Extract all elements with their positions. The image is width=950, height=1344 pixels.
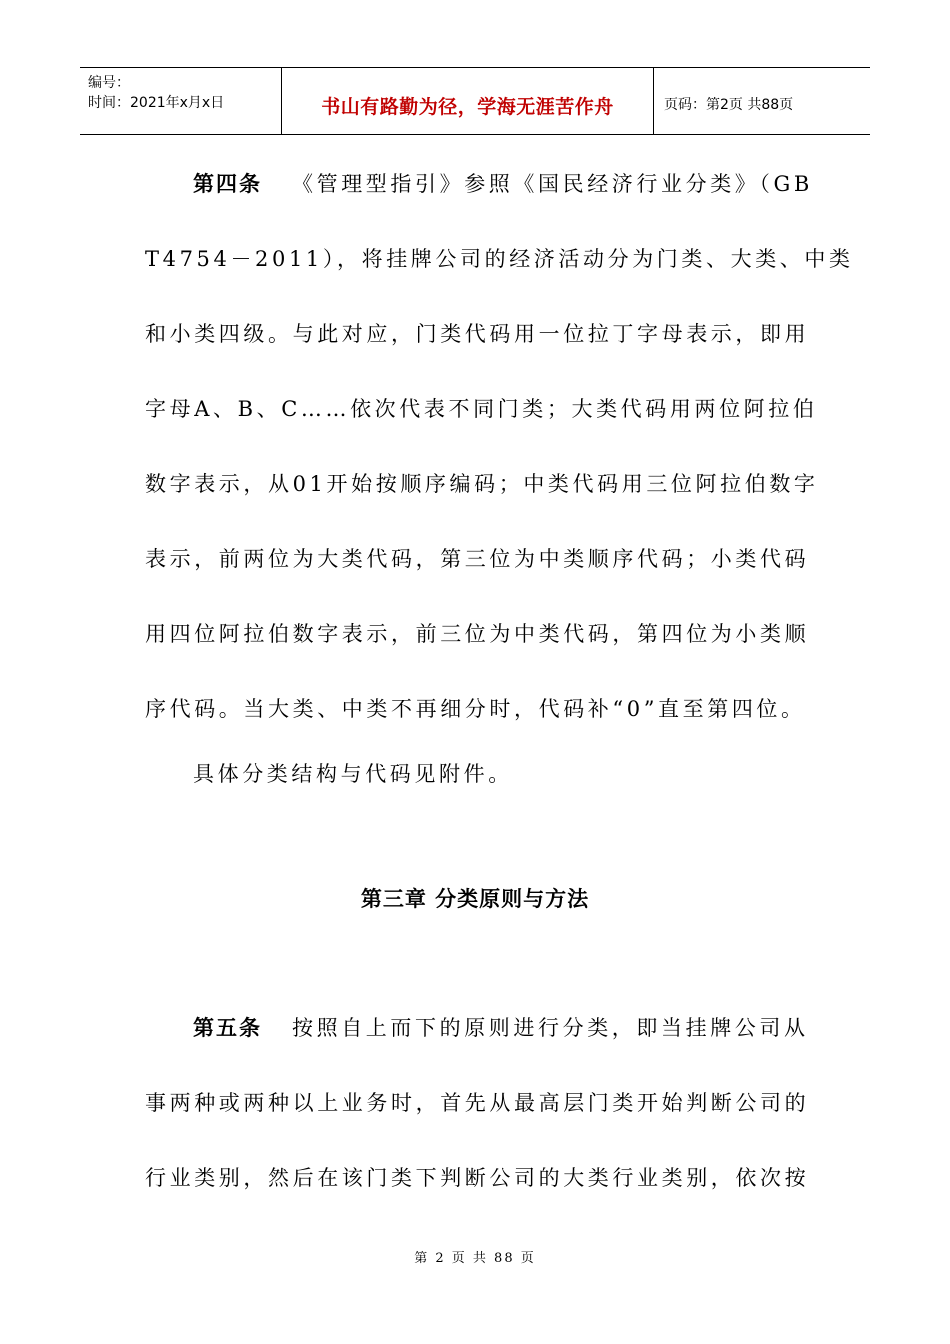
header-meta-cell [80,68,282,134]
article5-line-3: 行业类别，然后在该门类下判断公司的大类行业类别，依次按 [145,1166,810,1190]
article4-line-4: 字母A、B、C……依次代表不同门类；大类代码用两位阿拉伯 [145,397,818,421]
article4-line-1 [193,168,813,198]
article5-label: 第五条 [193,1016,262,1040]
article5-text-1: 按照自上而下的原则进行分类，即当挂牌公司从 [292,1016,809,1040]
article4-line-6: 表示，前两位为大类代码，第三位为中类顺序代码；小类代码 [145,547,810,571]
page-header [80,67,870,135]
article4-label: 第四条 [193,172,262,196]
header-page-cell [654,68,870,134]
chapter-heading: 第三章 分类原则与方法 [360,887,590,911]
article5-line-1 [193,1012,809,1042]
document-number: 编号： [88,75,130,91]
document-time: 时间：2021年x月x日 [88,95,225,111]
header-motto-cell [282,68,654,134]
article4-line-5: 数字表示，从01开始按顺序编码；中类代码用三位阿拉伯数字 [145,472,819,496]
article4-text-1: 《管理型指引》参照《国民经济行业分类》（GB [292,172,813,196]
article4-line-2: T4754－2011），将挂牌公司的经济活动分为门类、大类、中类 [145,247,854,271]
article4-line-3: 和小类四级。与此对应，门类代码用一位拉丁字母表示，即用 [145,322,810,346]
article4-note: 具体分类结构与代码见附件。 [193,762,513,786]
header-motto: 书山有路勤为径，学海无涯苦作舟 [321,96,614,118]
article4-line-7: 用四位阿拉伯数字表示，前三位为中类代码，第四位为小类顺 [145,622,810,646]
page-footer: 第 2 页 共 88 页 [414,1251,536,1266]
article4-line-8: 序代码。当大类、中类不再细分时，代码补“0”直至第四位。 [145,697,806,721]
header-page-info: 页码：第2页 共88页 [664,97,794,113]
article5-line-2: 事两种或两种以上业务时，首先从最高层门类开始判断公司的 [145,1091,810,1115]
